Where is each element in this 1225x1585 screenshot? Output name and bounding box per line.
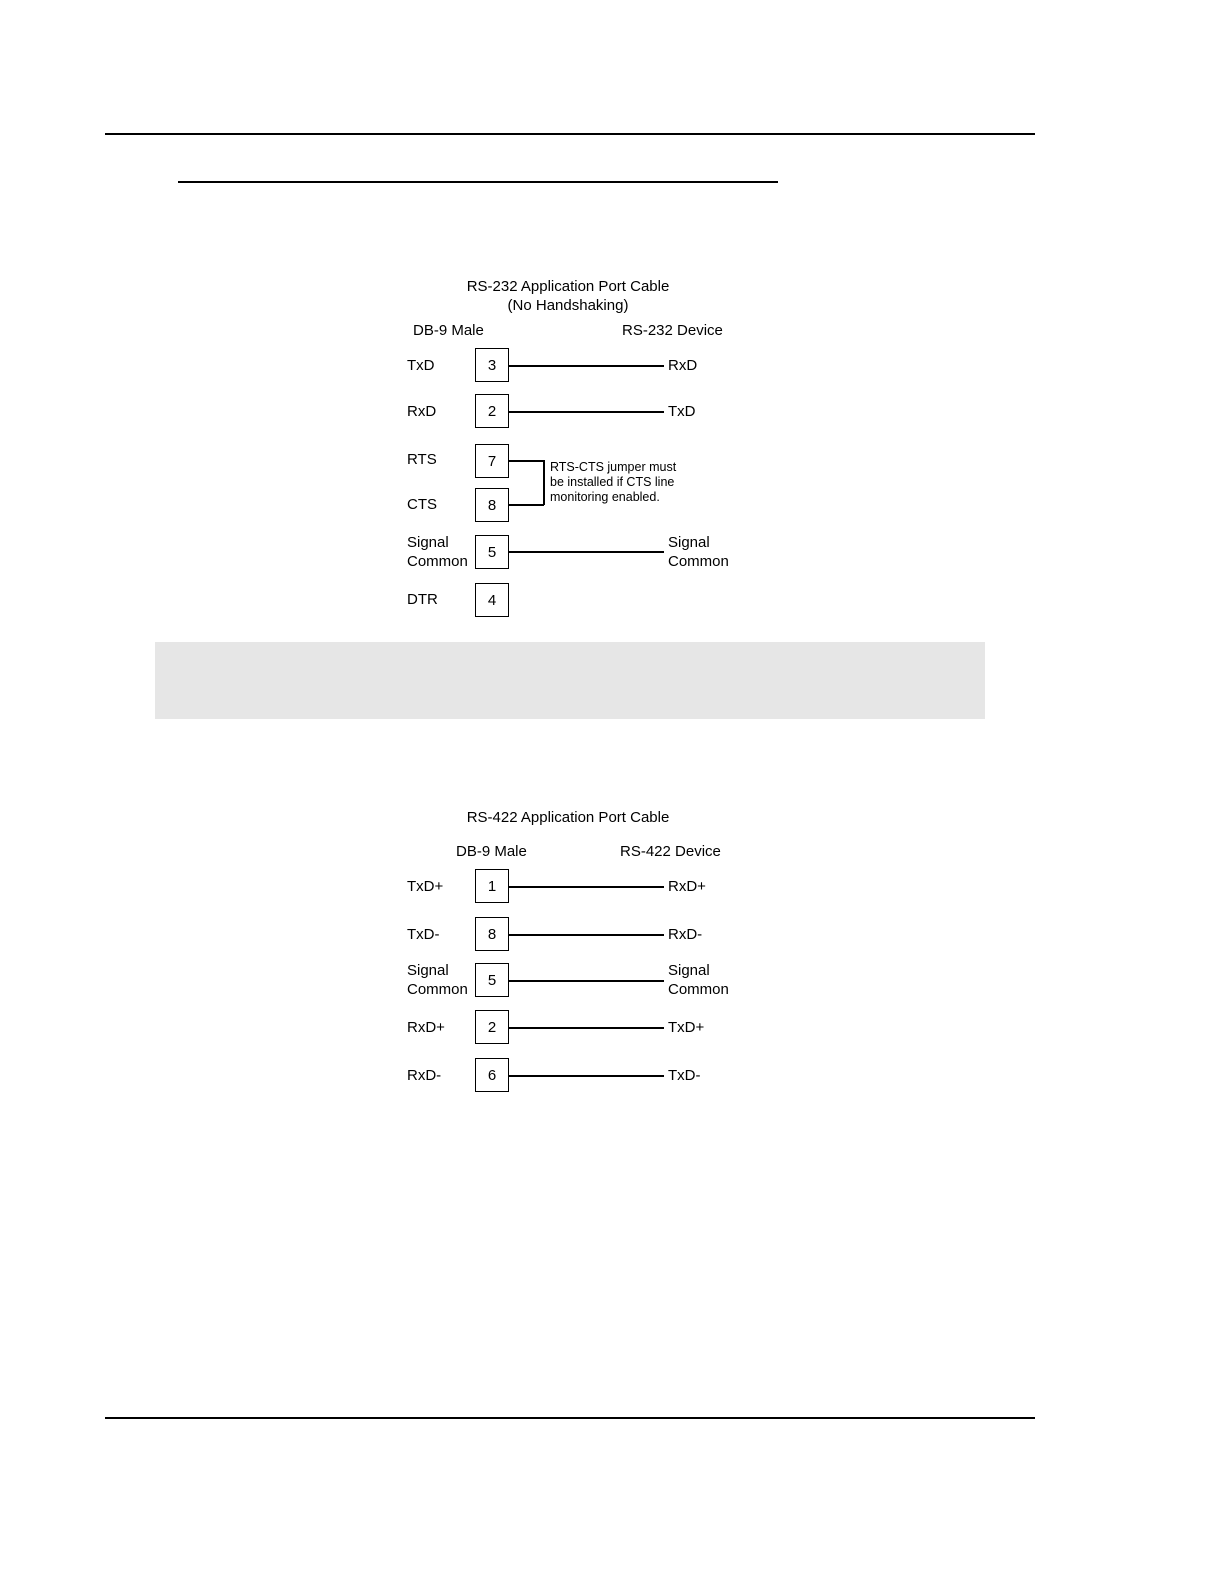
rs422-pin-box: 1 — [475, 869, 509, 903]
rs232-row-right-label: Common — [668, 553, 729, 570]
rs422-row-right-label: Common — [668, 981, 729, 998]
rs232-left-header: DB-9 Male — [413, 322, 484, 339]
rs422-wire — [509, 1075, 664, 1077]
rs232-jumper-note: monitoring enabled. — [550, 490, 660, 504]
rs232-row-left-label: Signal — [407, 534, 449, 551]
rs422-left-header: DB-9 Male — [456, 843, 527, 860]
rs232-row-left-label: RTS — [407, 451, 437, 468]
rs422-row-right-label: RxD+ — [668, 878, 706, 895]
rs422-pin-box: 8 — [475, 917, 509, 951]
rs422-pin-box: 6 — [475, 1058, 509, 1092]
rs232-row-right-label: TxD — [668, 403, 696, 420]
rs232-row-left-label: Common — [407, 553, 468, 570]
header-rule — [105, 133, 1035, 135]
rs422-row-right-label: TxD+ — [668, 1019, 705, 1036]
rs422-wire — [509, 886, 664, 888]
rs422-pin-box: 5 — [475, 963, 509, 997]
rs232-subtitle: (No Handshaking) — [507, 297, 629, 314]
rs422-row-right-label: Signal — [668, 962, 710, 979]
rs232-row-left-label: RxD — [407, 403, 437, 420]
rs422-pin-box: 2 — [475, 1010, 509, 1044]
rs422-row-left-label: TxD+ — [407, 878, 444, 895]
rs422-title: RS-422 Application Port Cable — [466, 809, 670, 826]
rs232-jumper-wire-vertical — [543, 460, 545, 505]
rs422-row-right-label: TxD- — [668, 1067, 701, 1084]
rs422-row-left-label: RxD- — [407, 1067, 442, 1084]
rs232-wire — [509, 551, 664, 553]
footer-rule — [105, 1417, 1035, 1419]
rs232-pin-box: 3 — [475, 348, 509, 382]
rs422-row-left-label: RxD+ — [407, 1019, 445, 1036]
rs422-right-header: RS-422 Device — [620, 843, 721, 860]
rs232-row-left-label: DTR — [407, 591, 438, 608]
rs422-row-right-label: RxD- — [668, 926, 703, 943]
rs232-right-header: RS-232 Device — [622, 322, 723, 339]
rs232-pin-box: 7 — [475, 444, 509, 478]
rs232-row-left-label: CTS — [407, 496, 437, 513]
rs422-row-left-label: Signal — [407, 962, 449, 979]
rs232-pin-box: 8 — [475, 488, 509, 522]
rs232-wire — [509, 411, 664, 413]
rs232-row-right-label: RxD — [668, 357, 698, 374]
rs232-jumper-note: RTS-CTS jumper must — [550, 460, 677, 474]
note-box — [155, 642, 985, 719]
rs422-wire — [509, 1027, 664, 1029]
rs232-jumper-wire-top — [509, 460, 544, 462]
rs422-wire — [509, 934, 664, 936]
rs232-row-left-label: TxD — [407, 357, 435, 374]
rs232-pin-box: 2 — [475, 394, 509, 428]
rs232-jumper-wire-bottom — [509, 504, 544, 506]
rs232-jumper-note: be installed if CTS line — [550, 475, 675, 489]
rs232-wire — [509, 365, 664, 367]
rs232-pin-box: 5 — [475, 535, 509, 569]
rs422-row-left-label: TxD- — [407, 926, 440, 943]
section-underline — [178, 181, 778, 183]
rs232-pin-box: 4 — [475, 583, 509, 617]
rs232-title: RS-232 Application Port Cable — [466, 278, 670, 295]
rs232-row-right-label: Signal — [668, 534, 710, 551]
rs422-wire — [509, 980, 664, 982]
rs422-row-left-label: Common — [407, 981, 468, 998]
